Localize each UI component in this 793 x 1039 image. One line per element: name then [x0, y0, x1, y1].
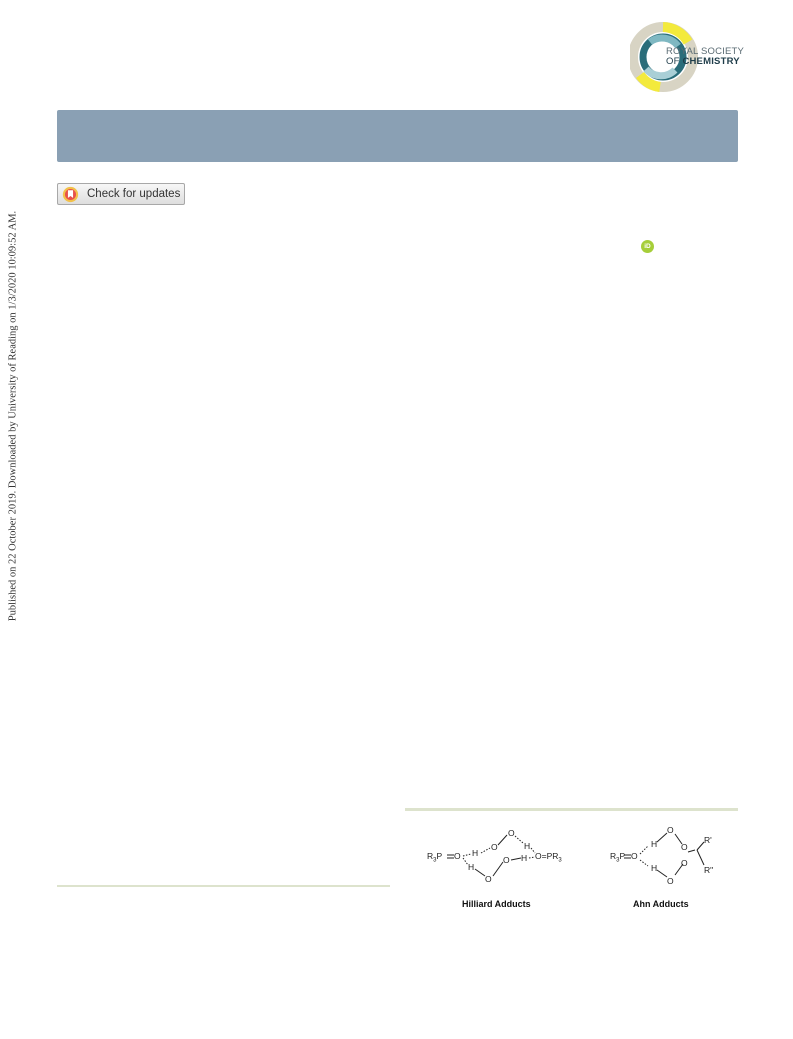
atom-h: H	[468, 862, 475, 872]
atom-r3p-right: $R_3P$	[610, 851, 626, 864]
atom-o: O	[508, 828, 515, 838]
atom-o-pr3: $O=PR_3$	[535, 851, 562, 864]
ahn-adducts-label: Ahn Adducts	[633, 899, 689, 909]
figure-top-rule	[405, 808, 738, 811]
atom-o: O	[667, 876, 674, 886]
logo-line1: ROYAL SOCIETY	[666, 46, 745, 57]
header-band	[57, 110, 738, 162]
check-for-updates-label: Check for updates	[87, 188, 181, 200]
atom-r-prime: R'	[704, 835, 712, 845]
peroxide-adducts-figure	[405, 820, 738, 915]
atom-r3p-left: $R_3P$	[427, 851, 443, 864]
check-for-updates-button[interactable]	[57, 183, 185, 205]
orcid-icon[interactable]: iD	[641, 240, 654, 253]
download-stamp: Published on 22 October 2019. Downloaded by University of Reading on 1/3/2020 10:09:52 AM.	[7, 210, 19, 622]
atom-h: H	[651, 839, 658, 849]
atom-o: O	[491, 842, 498, 852]
footnote-rule	[57, 885, 390, 887]
logo-line2: OF CHEMISTRY	[666, 56, 740, 67]
atom-o: O	[631, 851, 638, 861]
hilliard-adducts-label: Hilliard Adducts	[462, 899, 531, 909]
atom-o: O	[454, 851, 461, 861]
crossmark-icon	[62, 186, 79, 203]
atom-r-double-prime: R"	[704, 865, 714, 875]
atom-h: H	[524, 841, 531, 851]
atom-o: O	[503, 855, 510, 865]
atom-o: O	[681, 858, 688, 868]
atom-h: H	[472, 848, 479, 858]
atom-o: O	[667, 825, 674, 835]
atom-o: O	[485, 874, 492, 884]
atom-o: O	[681, 842, 688, 852]
atom-h: H	[521, 853, 528, 863]
rsc-logo[interactable]	[630, 20, 745, 94]
atom-h: H	[651, 863, 658, 873]
